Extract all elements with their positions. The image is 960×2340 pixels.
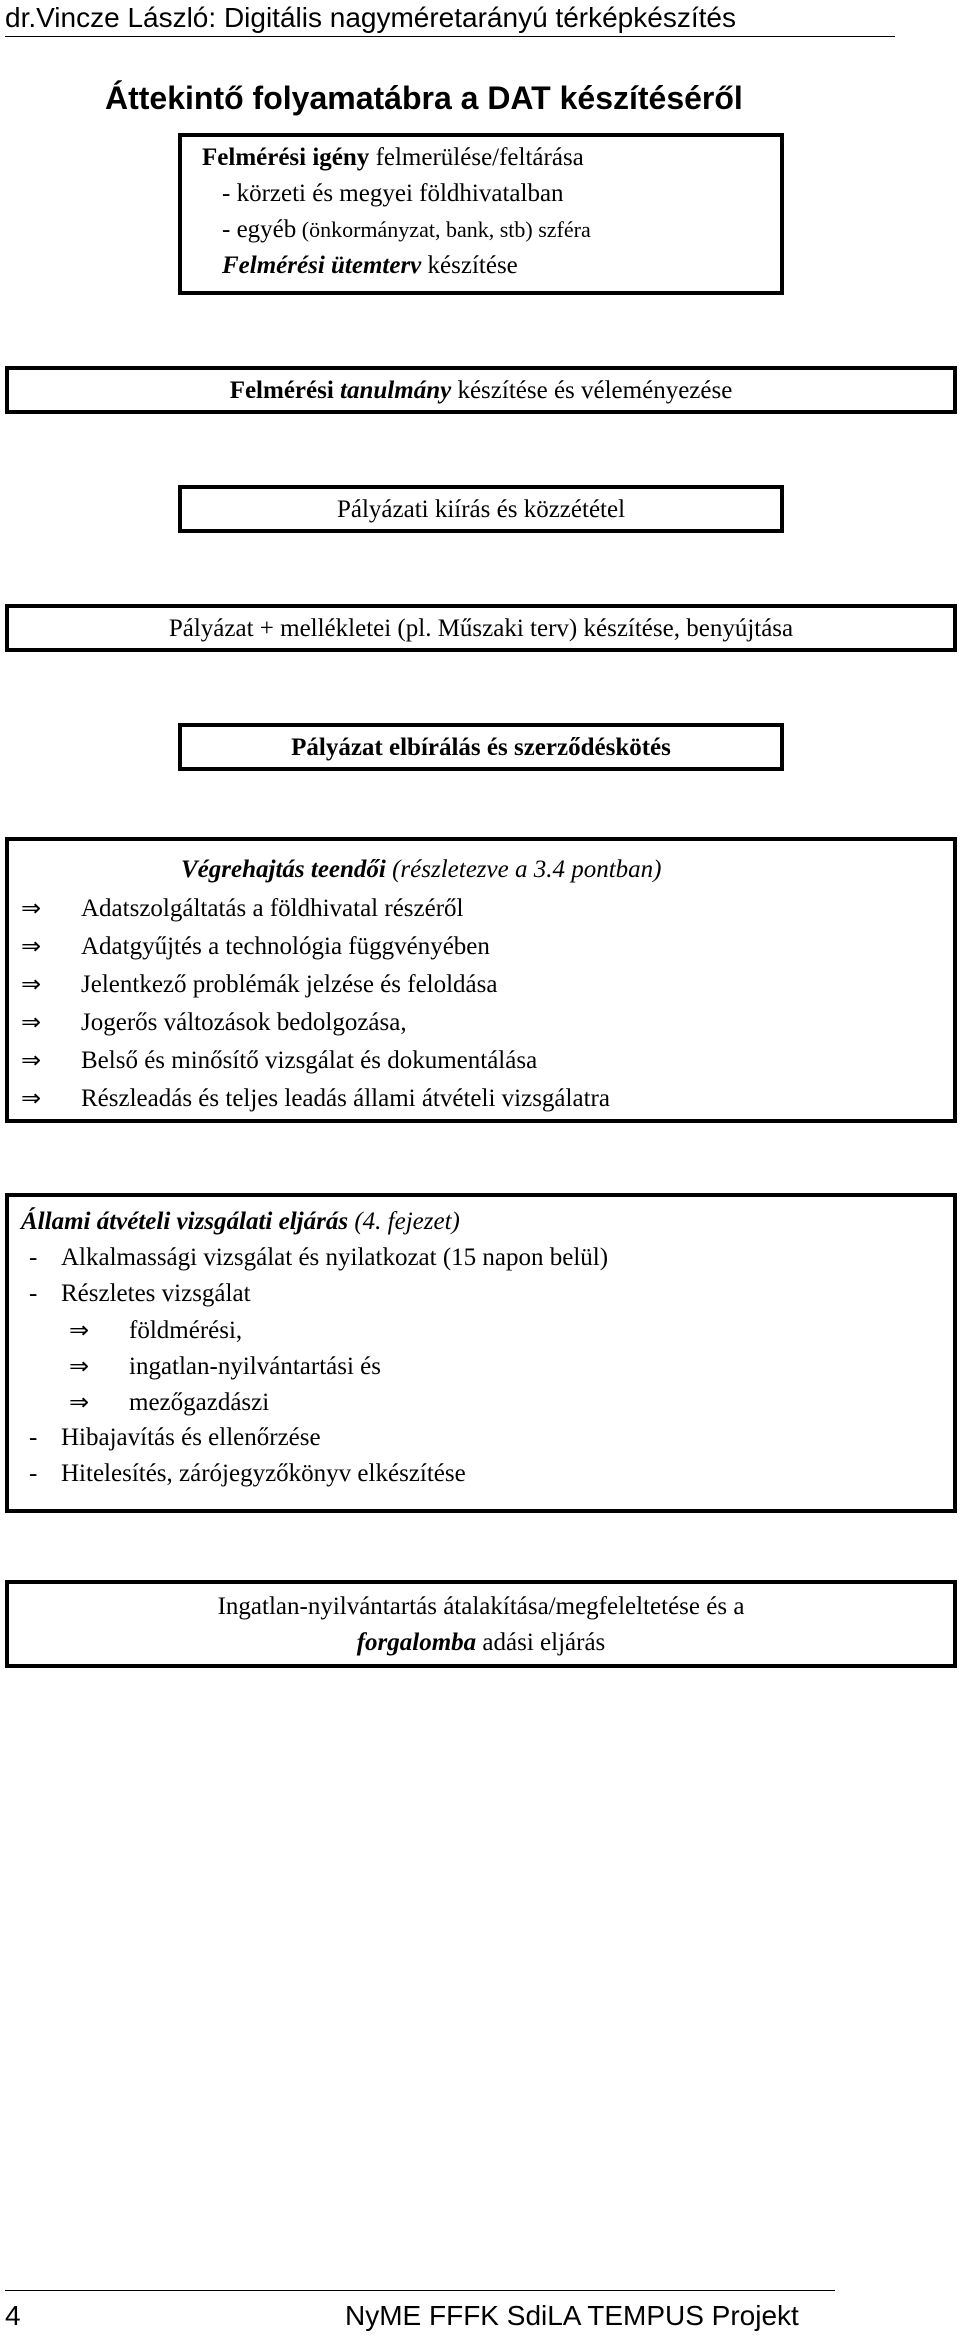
box3-text: Pályázati kiírás és közzététel xyxy=(336,496,626,523)
double-arrow-icon: ⇒ xyxy=(21,1008,42,1036)
box7-subitem: ⇒ ingatlan-nyilvántartási és xyxy=(69,1352,382,1380)
box6-item: ⇒ Adatszolgáltatás a földhivatal részéről xyxy=(21,894,464,922)
box8-line2: forgalomba adási eljárás xyxy=(356,1629,606,1656)
double-arrow-icon: ⇒ xyxy=(69,1352,90,1380)
box7-item: - Hitelesítés, zárójegyzőkönyv elkészítése xyxy=(29,1460,466,1487)
box7-subitem: ⇒ mezőgazdászi xyxy=(69,1388,270,1416)
box6-item: ⇒ Adatgyűjtés a technológia függvényében xyxy=(21,932,490,960)
page-title: Áttekintő folyamatábra a DAT készítéséről xyxy=(105,80,743,116)
footer-project: NyME FFFK SdiLA TEMPUS Projekt xyxy=(345,2300,799,2331)
double-arrow-icon: ⇒ xyxy=(21,1046,42,1074)
header-rule xyxy=(5,36,895,37)
box4-text: Pályázat + mellékletei (pl. Műszaki terv) készítése, benyújtása xyxy=(168,615,794,642)
box1-line3: - egyéb (önkormányzat, bank, stb) szféra xyxy=(222,216,591,243)
double-arrow-icon: ⇒ xyxy=(69,1316,90,1344)
box1-line2: - körzeti és megyei földhivatalban xyxy=(222,180,564,207)
page-number: 4 xyxy=(5,2300,21,2331)
box-tender-announcement xyxy=(178,485,784,533)
box6-heading: Végrehajtás teendői (részletezve a 3.4 pontban) xyxy=(181,856,662,883)
box-tender-submission xyxy=(5,604,957,652)
box7-subitem: ⇒ földmérési, xyxy=(69,1316,243,1344)
box1-line1: Felmérési igény felmerülése/feltárása xyxy=(202,144,584,171)
double-arrow-icon: ⇒ xyxy=(21,932,42,960)
box8-line1: Ingatlan-nyilvántartás átalakítása/megfeleltetése és a xyxy=(217,1593,745,1620)
box-state-acceptance xyxy=(5,1193,957,1513)
box-survey-need xyxy=(178,133,784,295)
box-execution-tasks xyxy=(5,837,957,1123)
box2-text: Felmérési tanulmány készítése és véleményezése xyxy=(229,377,733,404)
box6-item: ⇒ Belső és minősítő vizsgálat és dokumentálása xyxy=(21,1046,538,1074)
box7-item: - Alkalmassági vizsgálat és nyilatkozat (15 napon belül) xyxy=(29,1244,609,1271)
box5-text: Pályázat elbírálás és szerződéskötés xyxy=(291,734,671,761)
double-arrow-icon: ⇒ xyxy=(21,894,42,922)
box6-item: ⇒ Jelentkező problémák jelzése és feloldása xyxy=(21,970,498,998)
running-header: dr.Vincze László: Digitális nagyméretarányú térképkészítés xyxy=(5,2,736,33)
box6-item: ⇒ Jogerős változások bedolgozása, xyxy=(21,1008,407,1036)
double-arrow-icon: ⇒ xyxy=(21,1084,42,1112)
box-tender-evaluation xyxy=(178,723,784,771)
footer-rule xyxy=(5,2290,835,2291)
box7-item: - Részletes vizsgálat xyxy=(29,1280,251,1307)
box-survey-study xyxy=(5,366,957,414)
double-arrow-icon: ⇒ xyxy=(21,970,42,998)
box6-item: ⇒ Részleadás és teljes leadás állami átvételi vizsgálatra xyxy=(21,1084,610,1112)
box1-line4: Felmérési ütemterv készítése xyxy=(222,252,518,279)
box7-item: - Hibajavítás és ellenőrzése xyxy=(29,1424,321,1451)
box-land-registry xyxy=(5,1580,957,1668)
double-arrow-icon: ⇒ xyxy=(69,1388,90,1416)
box7-heading: Állami átvételi vizsgálati eljárás (4. fejezet) xyxy=(21,1208,460,1235)
